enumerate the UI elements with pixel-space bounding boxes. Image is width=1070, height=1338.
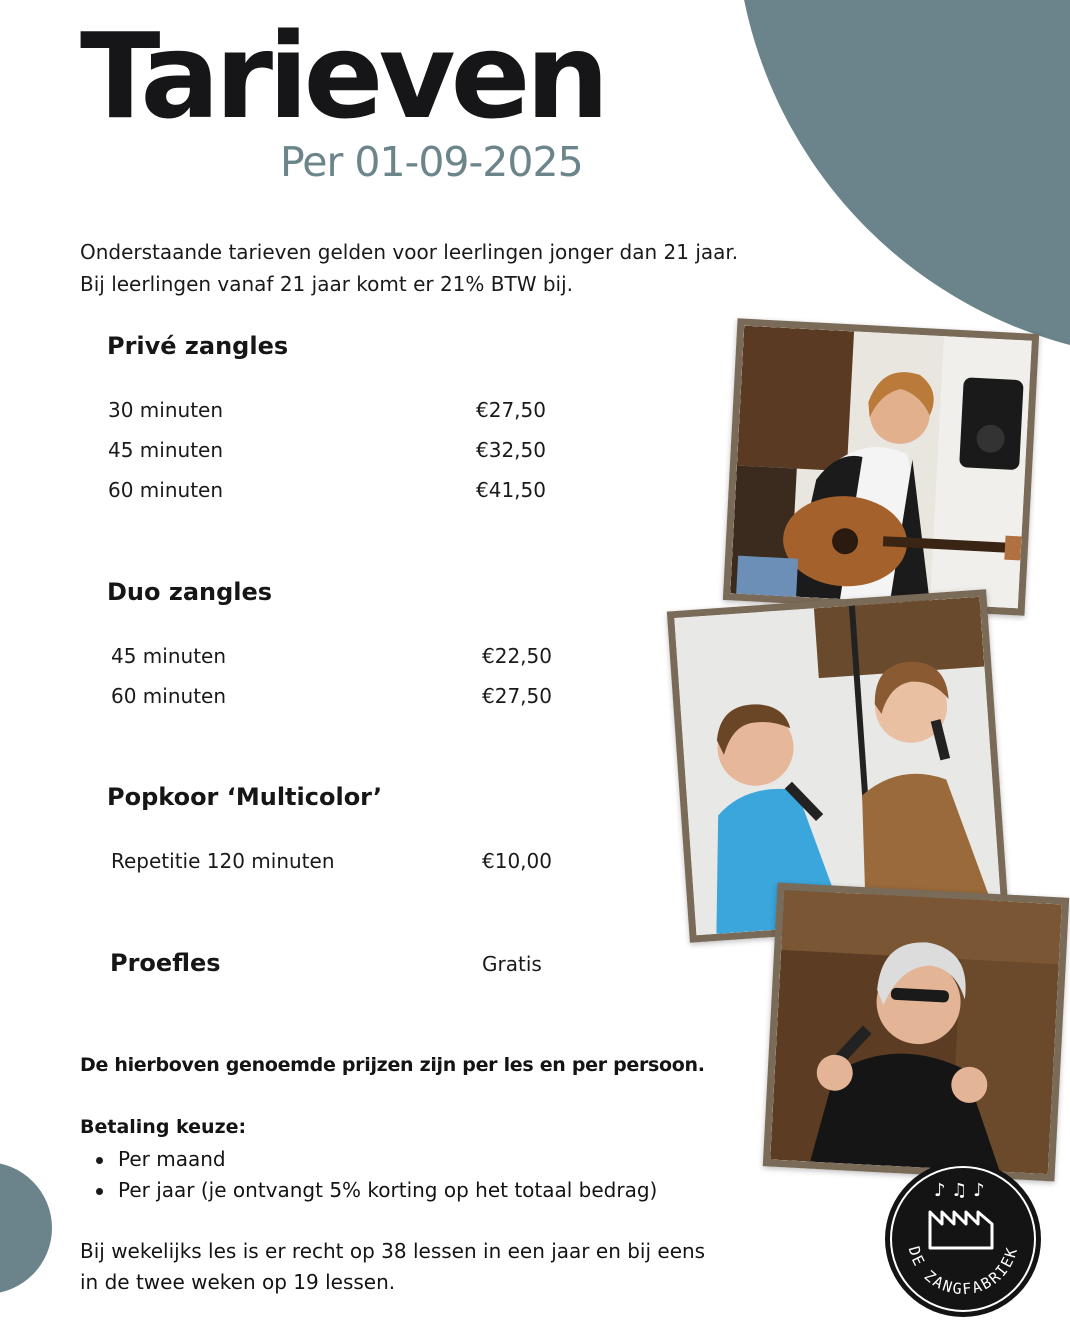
- price-row-value: €10,00: [482, 849, 552, 873]
- section-heading-popkoor: Popkoor ‘Multicolor’: [107, 783, 383, 811]
- footer-text: [80, 1236, 705, 1298]
- payment-title: Betaling keuze:: [80, 1116, 247, 1138]
- section-heading-prive: Privé zangles: [107, 332, 289, 360]
- intro-line-1: Onderstaande tarieven gelden voor leerlingen jonger dan 21 jaar.: [80, 240, 739, 264]
- section-heading-duo: Duo zangles: [107, 578, 273, 606]
- price-row-label: 60 minuten: [111, 684, 227, 708]
- price-row-value: €22,50: [482, 644, 552, 668]
- price-row-label: 45 minuten: [108, 438, 224, 462]
- section-heading-proefles: Proefles: [110, 949, 221, 977]
- price-row-value: €27,50: [482, 684, 552, 708]
- decorative-circle-bottom: [0, 1162, 52, 1294]
- photo-guitarist: [723, 318, 1039, 615]
- price-row-label: 60 minuten: [108, 478, 224, 502]
- page-title: Tarieven: [80, 7, 605, 145]
- price-row-value: Gratis: [482, 952, 542, 976]
- footer-line-1: Bij wekelijks les is er recht op 38 lessen in een jaar en bij eens: [80, 1239, 706, 1263]
- photo-teacher-singing: [763, 883, 1069, 1182]
- price-row-label: 45 minuten: [111, 644, 227, 668]
- price-row-value: €27,50: [476, 398, 546, 422]
- decorative-circle-top: [735, 0, 1070, 360]
- logo-text: DE ZANGFABRIEK: [904, 1244, 1022, 1299]
- svg-text:♪ ♫ ♪: ♪ ♫ ♪: [934, 1180, 985, 1201]
- payment-options: [92, 1144, 657, 1206]
- price-note: De hierboven genoemde prijzen zijn per les en per persoon.: [80, 1054, 705, 1076]
- price-row-label: Repetitie 120 minuten: [111, 849, 335, 873]
- list-item: Per jaar (je ontvangt 5% korting op het totaal bedrag): [92, 1175, 657, 1206]
- zangfabriek-logo: [884, 1160, 1042, 1318]
- intro-text: [80, 236, 738, 300]
- intro-line-2: Bij leerlingen vanaf 21 jaar komt er 21% BTW bij.: [80, 272, 573, 296]
- page-subtitle: Per 01-09-2025: [280, 138, 583, 186]
- footer-line-2: in de twee weken op 19 lessen.: [80, 1270, 396, 1294]
- price-row-label: 30 minuten: [108, 398, 224, 422]
- price-row-value: €41,50: [476, 478, 546, 502]
- list-item: Per maand: [92, 1144, 657, 1175]
- price-row-value: €32,50: [476, 438, 546, 462]
